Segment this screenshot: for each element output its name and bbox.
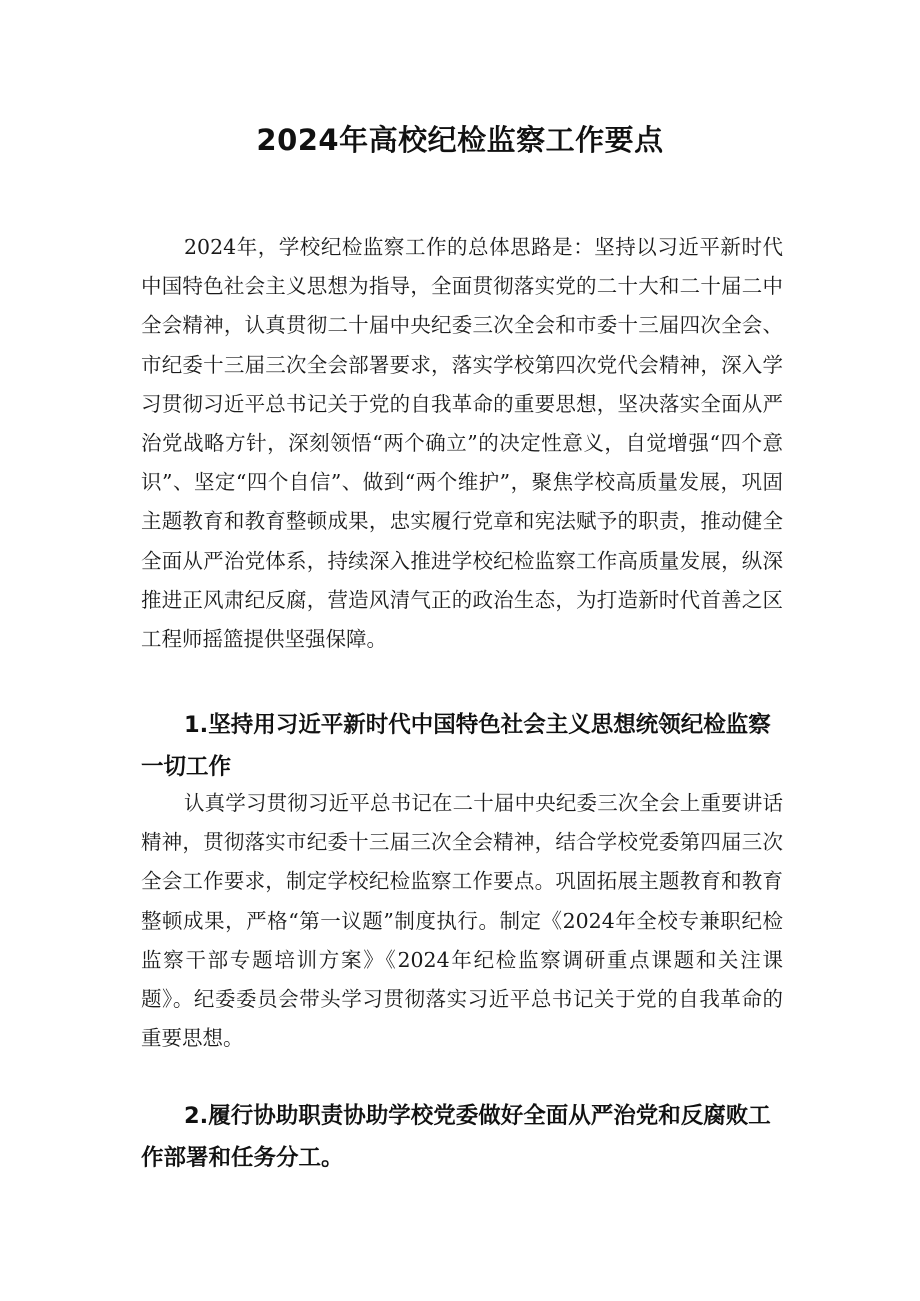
intro-paragraph: 2024年，学校纪检监察工作的总体思路是：坚持以习近平新时代中国特色社会主义思想为指导，全面贯彻落实党的二十大和二十届二中全会精神，认真贯彻二十届中央纪委三次全会和市委十三届四次全会、市纪委十三届三次全会部署要求，落实学校第四次党代会精神，深入学习贯彻习近平总书记关于党的自我革命的重要思想，坚决落实全面从严治党战略方针，深刻领悟“两个确立”的决定性意义，自觉增强“四个意识”、坚定“四个自信”、做到“两个维护”，聚焦学校高质量发展，巩固主题教育和教育整顿成果，忠实履行党章和宪法赋予的职责，推动健全全面从严治党体系，持续深入推进学校纪检监察工作高质量发展，纵深推进正风肃纪反腐，营造风清气正的政治生态，为打造新时代首善之区工程师摇篮提供坚强保障。 [141,235,783,652]
document-title: 2024年高校纪检监察工作要点 [256,123,664,157]
section-heading-1: 1.坚持用习近平新时代中国特色社会主义思想统领纪检监察一切工作 [141,712,771,780]
section-heading-2: 2.履行协助职责协助学校党委做好全面从严治党和反腐败工作部署和任务分工。 [141,1103,771,1171]
section-1-paragraph: 认真学习贯彻习近平总书记在二十届中央纪委三次全会上重要讲话精神，贯彻落实市纪委十三届三次全会精神，结合学校党委第四届三次全会工作要求，制定学校纪检监察工作要点。巩固拓展主题教育和教育整顿成果，严格“第一议题”制度执行。制定《2024年全校专兼职纪检监察干部专题培训方案》《2024年纪检监察调研重点课题和关注课题》。纪委委员会带头学习贯彻落实习近平总书记关于党的自我革命的重要思想。 [141,791,783,1051]
